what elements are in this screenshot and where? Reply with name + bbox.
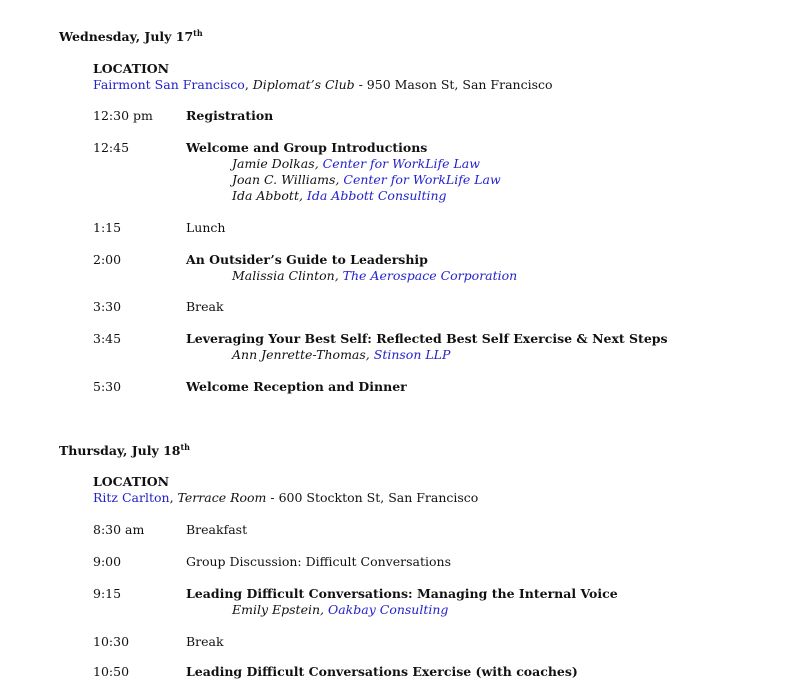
room-name: Diplomat’s Club bbox=[252, 77, 355, 92]
agenda-title: Welcome and Group Introductions bbox=[186, 140, 428, 155]
agenda-time: 3:45 bbox=[93, 331, 122, 346]
day-heading-suffix: th bbox=[193, 28, 203, 38]
agenda-time: 1:15 bbox=[93, 220, 122, 235]
speaker-org-link[interactable]: Center for WorkLife Law bbox=[322, 156, 480, 171]
agenda-time: 5:30 bbox=[93, 379, 122, 394]
speaker-list bbox=[232, 602, 448, 618]
speaker-list bbox=[232, 268, 517, 284]
day-heading-text: Thursday, July 18 bbox=[59, 443, 181, 458]
speaker-name: Ida Abbott bbox=[232, 188, 299, 203]
room-name: Terrace Room bbox=[177, 490, 267, 505]
speaker-name: Emily Epstein bbox=[232, 602, 321, 617]
speaker: Jamie Dolkas, Center for WorkLife Law bbox=[232, 156, 480, 171]
speaker-list bbox=[232, 156, 501, 204]
speaker-org-link[interactable]: The Aerospace Corporation bbox=[342, 268, 518, 283]
agenda-title: An Outsider’s Guide to Leadership bbox=[186, 252, 428, 267]
agenda-time: 12:30 pm bbox=[93, 108, 153, 123]
agenda-title: Leading Difficult Conversations Exercise (with coaches) bbox=[186, 664, 578, 679]
speaker: Ann Jenrette-Thomas, Stinson LLP bbox=[232, 347, 451, 362]
speaker-name: Joan C. Williams bbox=[232, 172, 336, 187]
speaker-name: Malissia Clinton bbox=[232, 268, 335, 283]
agenda-time: 3:30 bbox=[93, 299, 122, 314]
venue-address: - 600 Stockton St, San Francisco bbox=[266, 490, 479, 505]
location-line: Fairmont San Francisco, Diplomat’s Club - 950 Mason St, San Francisco bbox=[93, 77, 553, 92]
location-line: Ritz Carlton, Terrace Room - 600 Stockton St, San Francisco bbox=[93, 490, 479, 505]
location-label: LOCATION bbox=[93, 61, 170, 76]
agenda-time: 9:15 bbox=[93, 586, 122, 601]
speaker-org-link[interactable]: Center for WorkLife Law bbox=[343, 172, 501, 187]
agenda-title: Welcome Reception and Dinner bbox=[186, 379, 407, 394]
speaker: Emily Epstein, Oakbay Consulting bbox=[232, 602, 449, 617]
day-heading-suffix: th bbox=[180, 442, 190, 452]
venue-link[interactable]: Fairmont San Francisco bbox=[93, 77, 245, 92]
location-block bbox=[93, 474, 478, 506]
speaker-list bbox=[232, 347, 450, 363]
agenda-time: 10:50 bbox=[93, 664, 130, 679]
speaker-org-link[interactable]: Oakbay Consulting bbox=[327, 602, 449, 617]
agenda-time: 9:00 bbox=[93, 554, 122, 569]
agenda-time: 8:30 am bbox=[93, 522, 145, 537]
agenda-title: Group Discussion: Difficult Conversations bbox=[186, 554, 451, 569]
agenda-title: Breakfast bbox=[186, 522, 248, 537]
day-heading bbox=[59, 29, 203, 44]
speaker-name: Ann Jenrette-Thomas bbox=[232, 347, 366, 362]
agenda-title: Lunch bbox=[186, 220, 226, 235]
location-block bbox=[93, 61, 553, 93]
speaker: Malissia Clinton, The Aerospace Corporation bbox=[232, 268, 518, 283]
agenda-title: Leveraging Your Best Self: Reflected Best Self Exercise & Next Steps bbox=[186, 331, 668, 346]
day-heading bbox=[59, 443, 190, 458]
agenda-title: Break bbox=[186, 299, 224, 314]
agenda-title: Leading Difficult Conversations: Managing the Internal Voice bbox=[186, 586, 618, 601]
location-label: LOCATION bbox=[93, 474, 170, 489]
speaker-org-link[interactable]: Ida Abbott Consulting bbox=[306, 188, 447, 203]
speaker-name: Jamie Dolkas bbox=[232, 156, 315, 171]
speaker: Ida Abbott, Ida Abbott Consulting bbox=[232, 188, 447, 203]
venue-address: - 950 Mason St, San Francisco bbox=[354, 77, 553, 92]
speaker: Joan C. Williams, Center for WorkLife Law bbox=[232, 172, 501, 187]
agenda-time: 10:30 bbox=[93, 634, 130, 649]
agenda-time: 12:45 bbox=[93, 140, 130, 155]
day-heading-text: Wednesday, July 17 bbox=[59, 29, 194, 44]
speaker-org-link[interactable]: Stinson LLP bbox=[373, 347, 451, 362]
venue-link[interactable]: Ritz Carlton bbox=[93, 490, 170, 505]
agenda-title: Registration bbox=[186, 108, 274, 123]
agenda-title: Break bbox=[186, 634, 224, 649]
agenda-time: 2:00 bbox=[93, 252, 122, 267]
